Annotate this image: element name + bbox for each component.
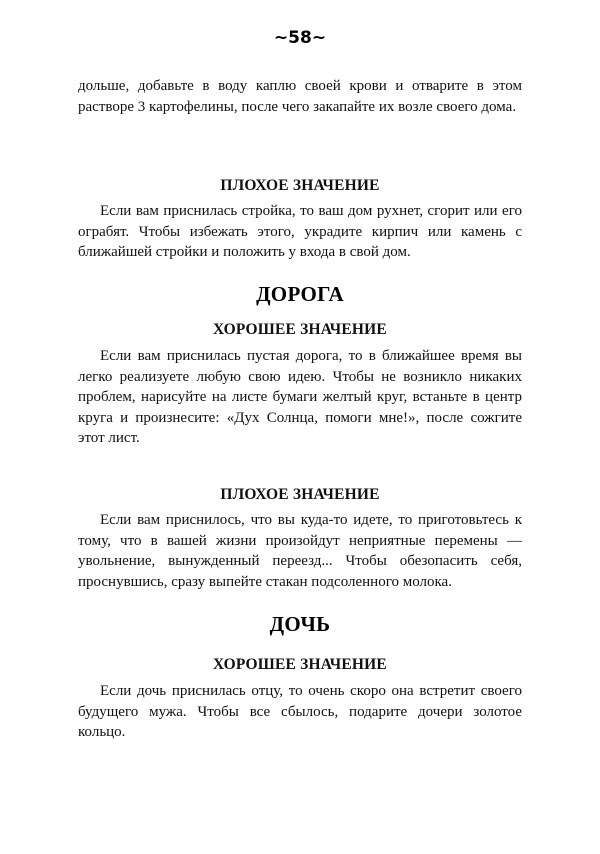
- daughter-good-meaning-block: [78, 681, 522, 743]
- page-number: ~58~: [273, 28, 327, 48]
- construction-bad-meaning-block: [78, 201, 522, 263]
- road-good-meaning-heading: ХОРОШЕЕ ЗНАЧЕНИЕ: [213, 321, 387, 338]
- construction-bad-meaning-heading: ПЛОХОЕ ЗНАЧЕНИЕ: [220, 177, 380, 194]
- daughter-good-meaning-text: Если дочь приснилась отцу, то очень скоро она встретит своего будущего мужа. Чтобы все сбылось, подарите дочери золотое кольцо.: [78, 683, 522, 740]
- road-heading: ДОРОГА: [256, 282, 344, 306]
- construction-bad-meaning-text: Если вам приснилась стройка, то ваш дом рухнет, сгорит или его ограбят. Чтобы избежать этого, украдите кирпич или камень с ближайшей стройки и положить у входа в свой дом.: [78, 203, 522, 260]
- road-good-meaning-block: [78, 346, 522, 449]
- intro-paragraph-block: [78, 76, 522, 117]
- road-bad-meaning-text: Если вам приснилось, что вы куда-то идете, то приготовьтесь к тому, что в вашей жизни произойдут неприятные перемены — увольнение, вынужденный переезд... Чтобы обезопасить себя, проснувшись, сразу выпейте стакан подсоленного молока.: [78, 512, 522, 590]
- intro-paragraph: дольше, добавьте в воду каплю своей крови и отварите в этом растворе 3 картофелины, после чего закапайте их возле своего дома.: [78, 78, 522, 115]
- road-bad-meaning-block: [78, 510, 522, 592]
- road-bad-meaning-heading: ПЛОХОЕ ЗНАЧЕНИЕ: [220, 486, 380, 503]
- daughter-good-meaning-heading: ХОРОШЕЕ ЗНАЧЕНИЕ: [213, 656, 387, 673]
- daughter-heading: ДОЧЬ: [269, 612, 331, 636]
- road-good-meaning-text: Если вам приснилась пустая дорога, то в ближайшее время вы легко реализуете любую свою идею. Чтобы не возникло никаких проблем, нарисуйте на листе бумаги желтый круг, встаньте в центр круга и произнесите: «Дух Солнца, помоги мне!», после сожгите этот лист.: [78, 348, 522, 446]
